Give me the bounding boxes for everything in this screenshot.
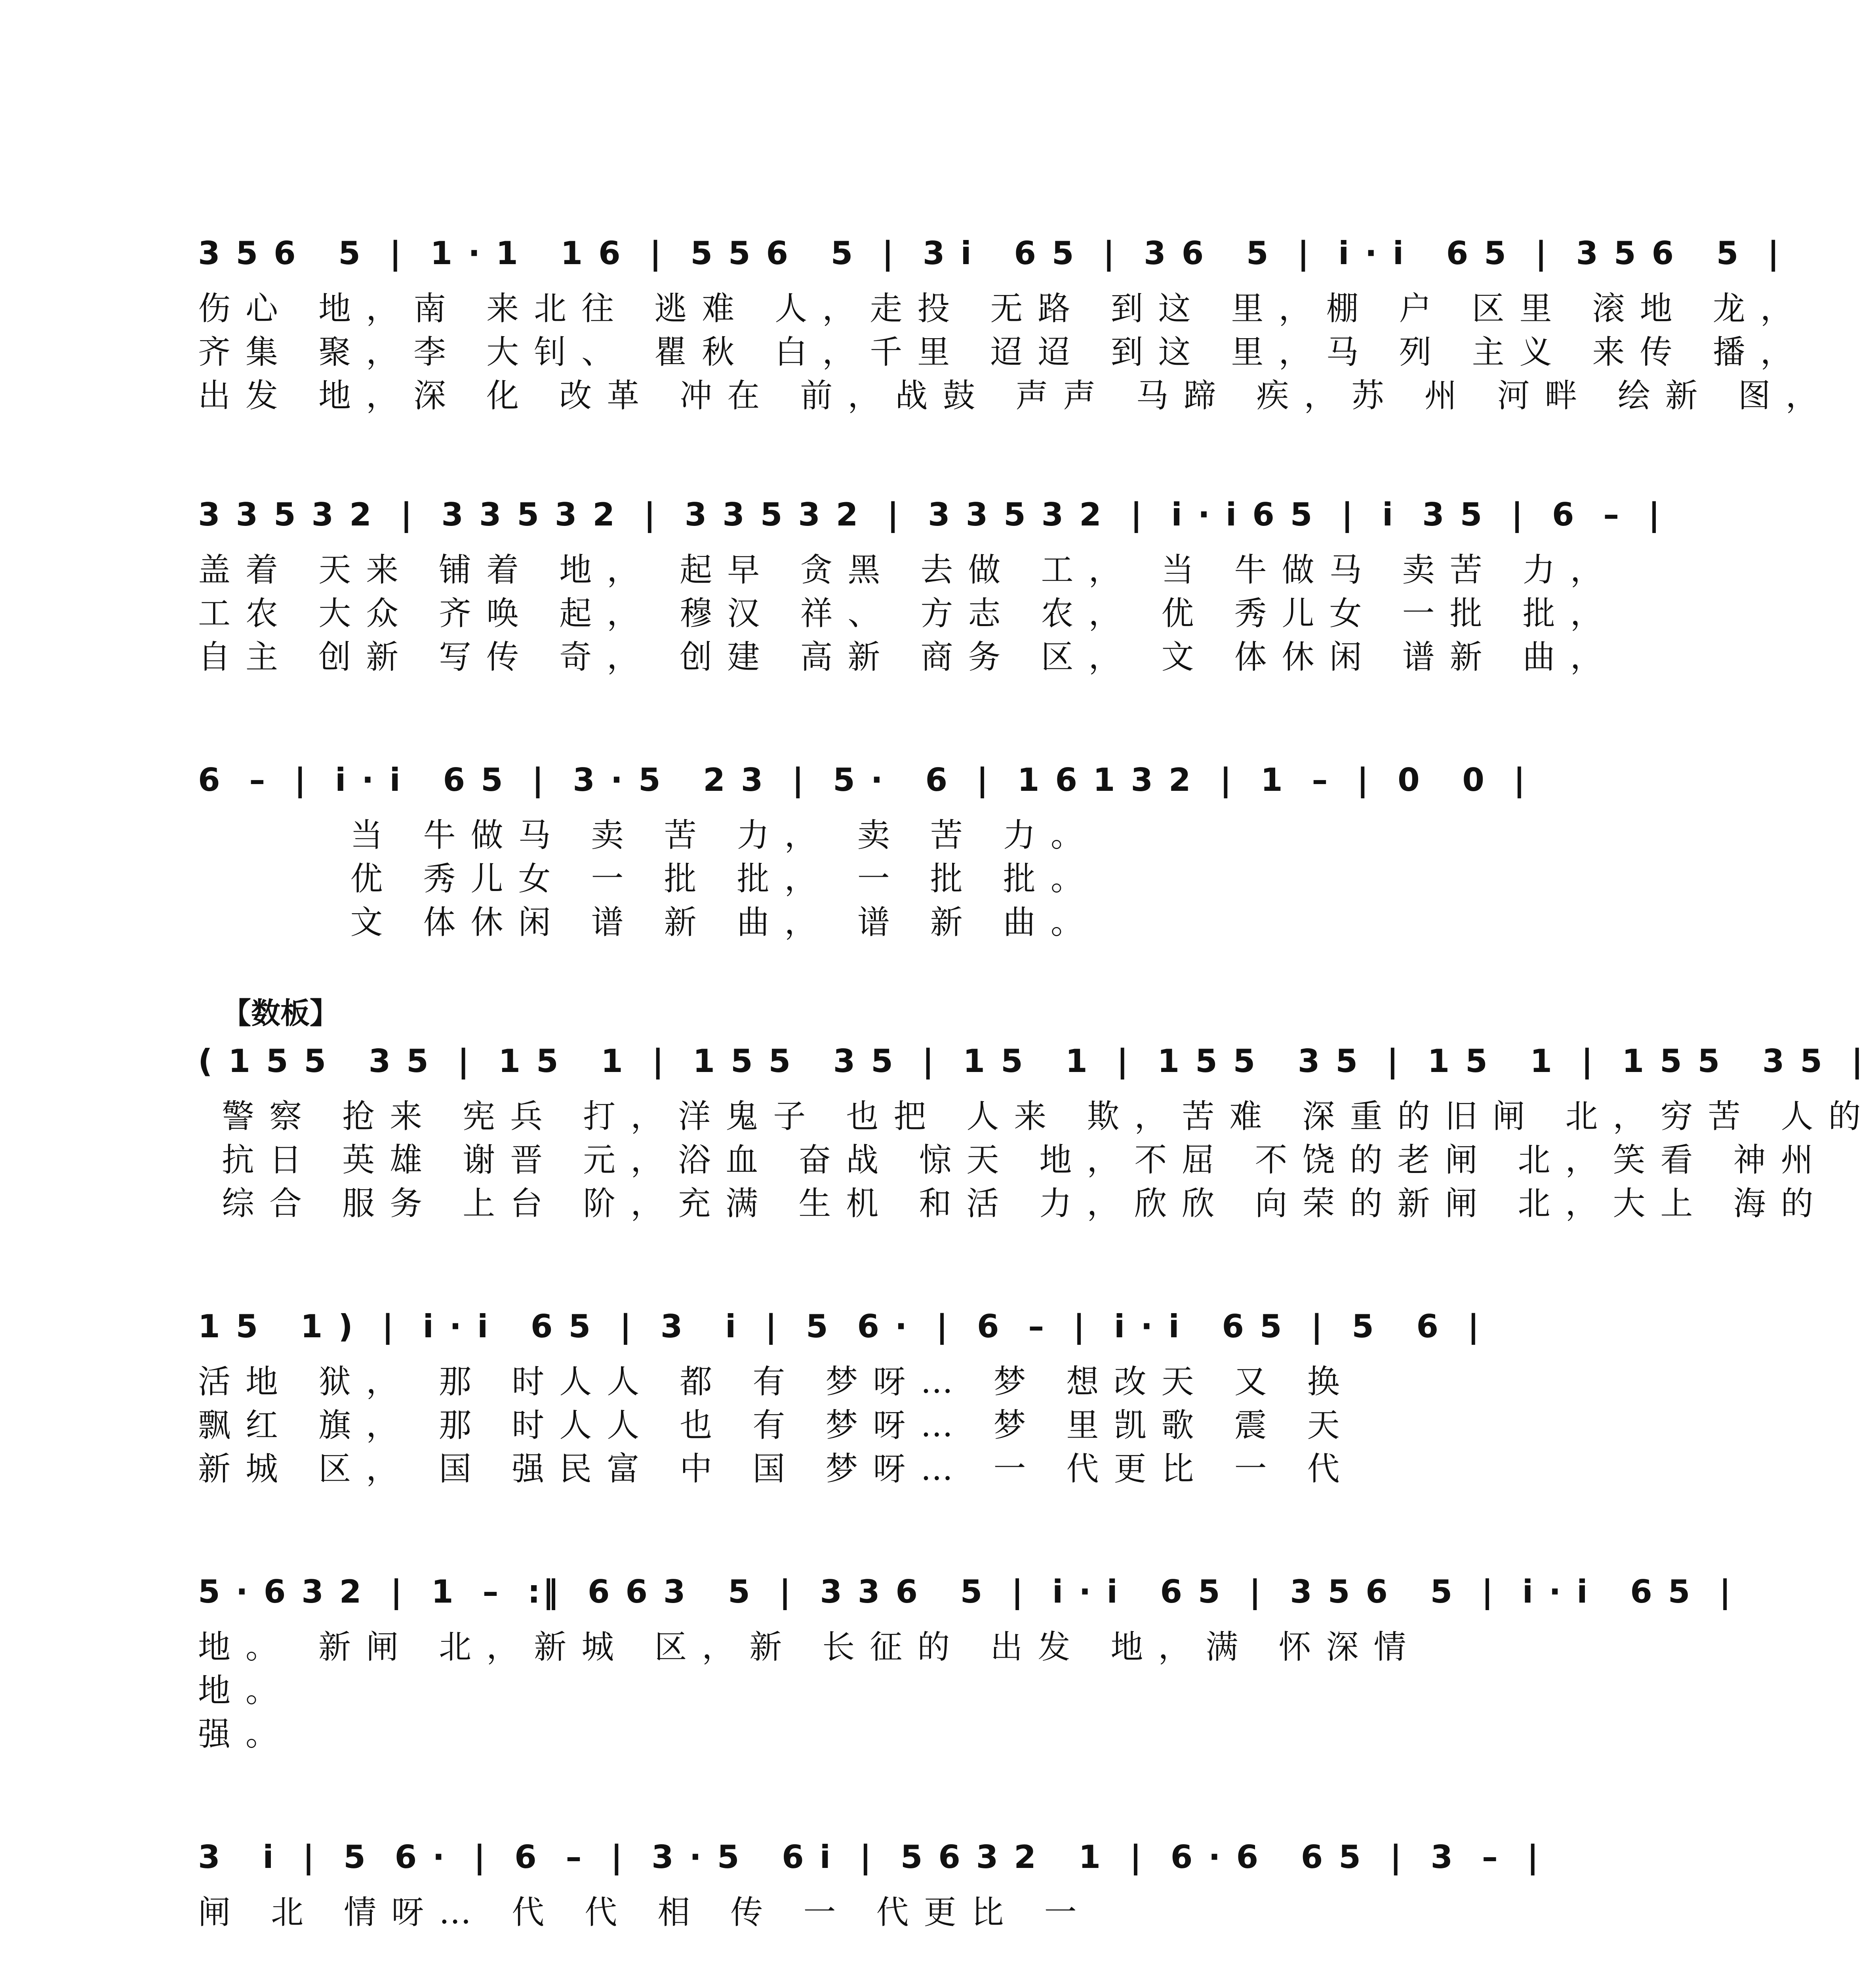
lyric-line-2: 飘红 旗， 那 时人人 也 有 梦呀… 梦 里凯歌 震 天 [198,1407,1355,1444]
notation-line: 3 i | 5 6 · | 6 – | 3 · 5 6 i | 5 6 3 2 1 | 6 · 6 6 5 | 3 – | [198,1839,1541,1875]
lyric-line-2: 地。 [198,1672,293,1710]
notation-line: 1 5 1 ) | i · i 6 5 | 3 i | 5 6 · | 6 – | i · i 6 5 | 5 6 | [198,1308,1482,1345]
lyric-line-2: 齐集 聚，李 大钊、 瞿秋 白，千里 迢迢 到这 里，马 列 主义 来传 播， [198,333,1808,371]
lyric-line-2: 优 秀儿女 一 批 批， 一 批 批。 [198,860,1098,898]
lyric-line-3: 文 体休闲 谱 新 曲， 谱 新 曲。 [198,904,1098,941]
notation-line: 3 5 6 5 | 1 · 1 1 6 | 5 5 6 5 | 3 i 6 5 | 3 6 5 | i · i 6 5 | 3 5 6 5 | [198,235,1782,272]
lyric-line-3: 出发 地，深 化 改革 冲在 前，战鼓 声声 马蹄 疾，苏 州 河畔 绘新 图， [198,377,1833,415]
lyric-line-1: 活地 狱， 那 时人人 都 有 梦呀… 梦 想改天 又 换 [198,1363,1355,1401]
lyric-line-3: 自主 创新 写传 奇， 创建 高新 商务 区， 文 体休闲 谱新 曲， [198,638,1618,676]
lyric-line-3: 新城 区， 国 强民富 中 国 梦呀… 一 代更比 一 代 [198,1450,1355,1488]
lyric-line-3: 强。 [198,1715,293,1753]
lyric-line-3: 综合 服务 上台 阶，充满 生机 和活 力，欣欣 向荣的新闸 北，大上 海的 [222,1185,1828,1222]
notation-line: 5 · 6 3 2 | 1 – :‖ 6 6 3 5 | 3 3 6 5 | i · i 6 5 | 3 5 6 5 | i · i 6 5 | [198,1573,1733,1610]
lyric-line-1: 盖着 天来 铺着 地， 起早 贪黑 去做 工， 当 牛做马 卖苦 力， [198,551,1618,589]
notation-line: 3 3 5 3 2 | 3 3 5 3 2 | 3 3 5 3 2 | 3 3 5 3 2 | i · i 6 5 | i 3 5 | 6 – | [198,496,1663,533]
lyric-line-1: 伤心 地，南 来北往 逃难 人，走投 无路 到这 里，棚 户 区里 滚地 龙， [198,290,1808,327]
lyric-line-1: 地。 新闸 北，新城 区，新 长征的 出发 地，满 怀深情 [198,1628,1421,1666]
lyric-line-1: 当 牛做马 卖 苦 力， 卖 苦 力。 [198,817,1098,854]
section-label: 【数板】 [222,996,339,1030]
notation-line: ( 1 5 5 3 5 | 1 5 1 | 1 5 5 3 5 | 1 5 1 | 1 5 5 3 5 | 1 5 1 | 1 5 5 3 5 | [198,1043,1865,1079]
lyric-line-2: 抗日 英雄 谢晋 元，浴血 奋战 惊天 地，不屈 不饶的老闸 北，笑看 神州 [222,1141,1828,1179]
lyric-line-1: 警察 抢来 宪兵 打，洋鬼子 也把 人来 欺，苦难 深重的旧闸 北，穷苦 人的 [222,1098,1876,1135]
lyric-line-1: 闸 北 情呀… 代 代 相 传 一 代更比 一 [198,1894,1092,1931]
lyric-line-2: 工农 大众 齐唤 起， 穆汉 祥、 方志 农， 优 秀儿女 一批 批， [198,595,1618,632]
notation-line: 6 – | i · i 6 5 | 3 · 5 2 3 | 5 · 6 | 1 6 1 3 2 | 1 – | 0 0 | [198,762,1527,798]
